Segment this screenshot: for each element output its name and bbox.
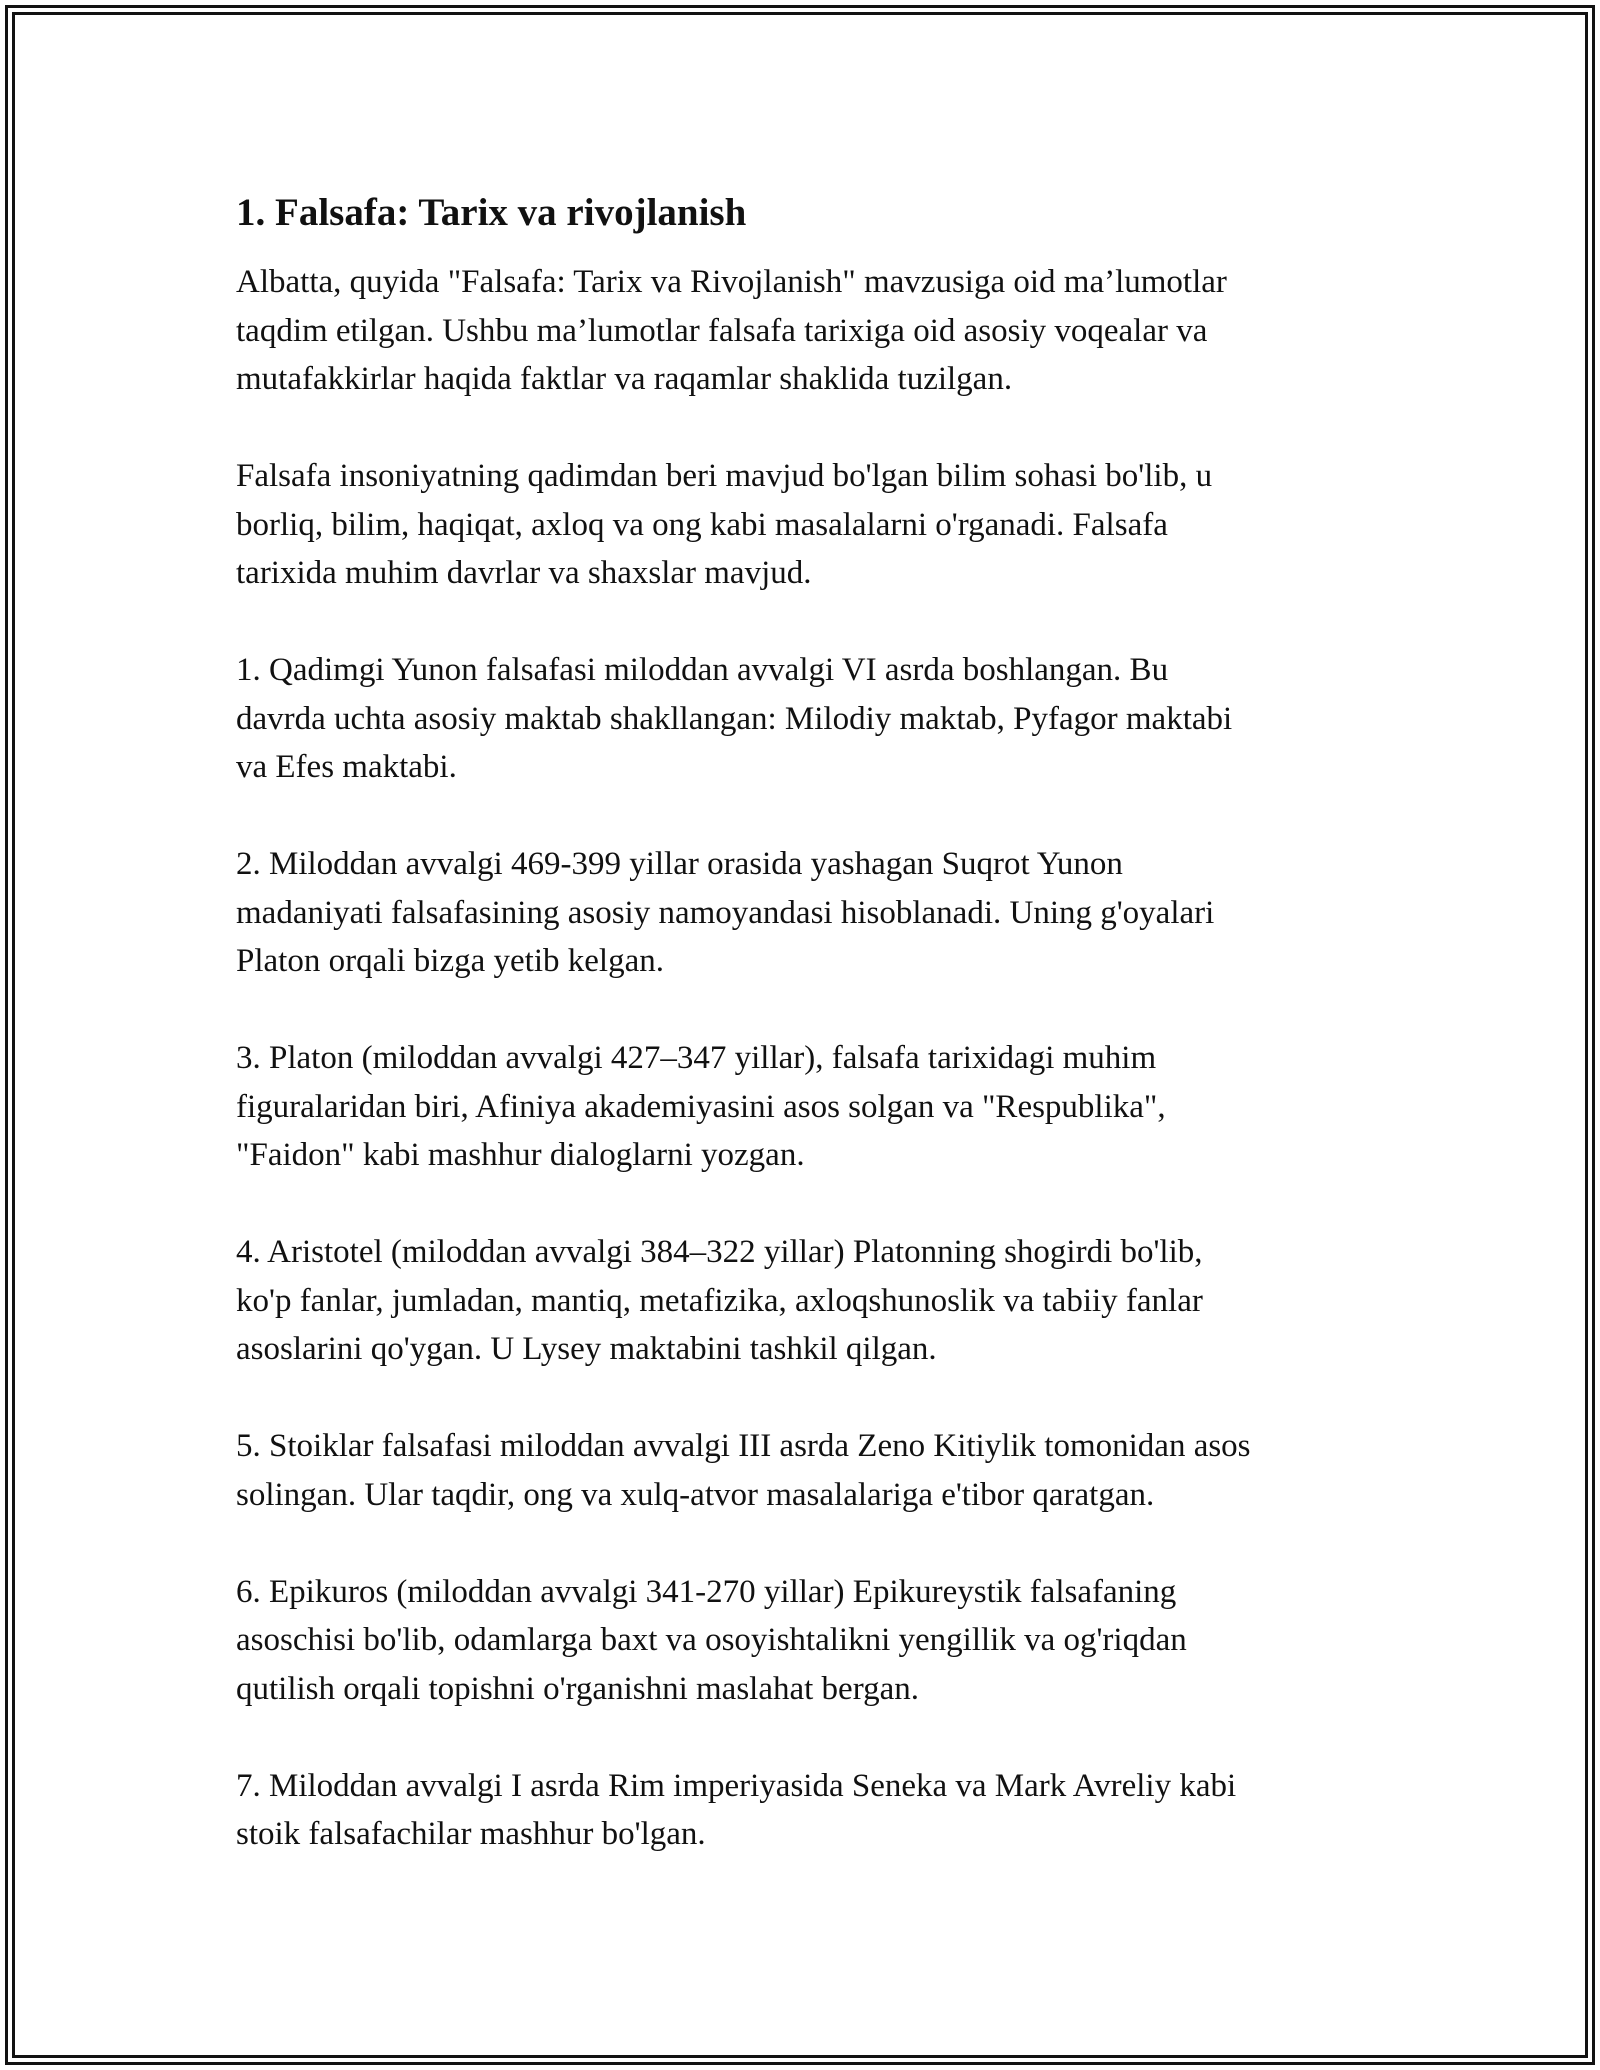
paragraph-item-2: 2. Miloddan avvalgi 469-399 yillar orasida yashagan Suqrot Yunon madaniyati falsafasining asosiy namoyandasi hisoblanadi. Uning g'oyalari Platon orqali bizga yetib kelgan. (236, 846, 1215, 979)
paragraph-intro: Albatta, quyida "Falsafa: Tarix va Rivojlanish" mavzusiga oid ma’lumotlar taqdim etilgan. Ushbu ma’lumotlar falsafa tarixiga oid asosiy voqealar va mutafakkirlar haqida faktlar va raqamlar shaklida tuzilgan. (236, 264, 1227, 397)
paragraph-item-3: 3. Platon (miloddan avvalgi 427–347 yillar), falsafa tarixidagi muhim figuralaridan biri, Afiniya akademiyasini asos solgan va "Respublika", "Faidon" kabi mashhur dialoglarni yozgan. (236, 1040, 1166, 1173)
paragraph-item-5: 5. Stoiklar falsafasi miloddan avvalgi III asrda Zeno Kitiylik tomonidan asos solingan. Ular taqdir, ong va xulq-atvor masalalariga e'tibor qaratgan. (236, 1428, 1251, 1513)
paragraph-item-6: 6. Epikuros (miloddan avvalgi 341-270 yillar) Epikureystik falsafaning asoschisi bo'lib, odamlarga baxt va osoyishtalikni yengillik va og'riqdan qutilish orqali topishni o'rganishni maslahat bergan. (236, 1573, 1187, 1707)
paragraph-item-4: 4. Aristotel (miloddan avvalgi 384–322 yillar) Platonning shogirdi bo'lib, ko'p fanlar, jumladan, mantiq, metafizika, axloqshunoslik va tabiiy fanlar asoslarini qo'ygan. U Lysey maktabini tashkil qilgan. (236, 1234, 1203, 1367)
paragraph-item-7: 7. Miloddan avvalgi I asrda Rim imperiyasida Seneka va Mark Avreliy kabi stoik falsafachilar mashhur bo'lgan. (236, 1767, 1237, 1852)
paragraph-overview: Falsafa insoniyatning qadimdan beri mavjud bo'lgan bilim sohasi bo'lib, u borliq, bilim, haqiqat, axloq va ong kabi masalalarni o'rganadi. Falsafa tarixida muhim davrlar va shaxslar mavjud. (236, 458, 1213, 591)
document-title: 1. Falsafa: Tarix va rivojlanish (236, 191, 747, 234)
paragraph-item-1: 1. Qadimgi Yunon falsafasi miloddan avvalgi VI asrda boshlangan. Bu davrda uchta asosiy maktab shakllangan: Milodiy maktab, Pyfagor maktabi va Efes maktabi. (236, 652, 1233, 785)
document-body (236, 186, 1376, 1907)
